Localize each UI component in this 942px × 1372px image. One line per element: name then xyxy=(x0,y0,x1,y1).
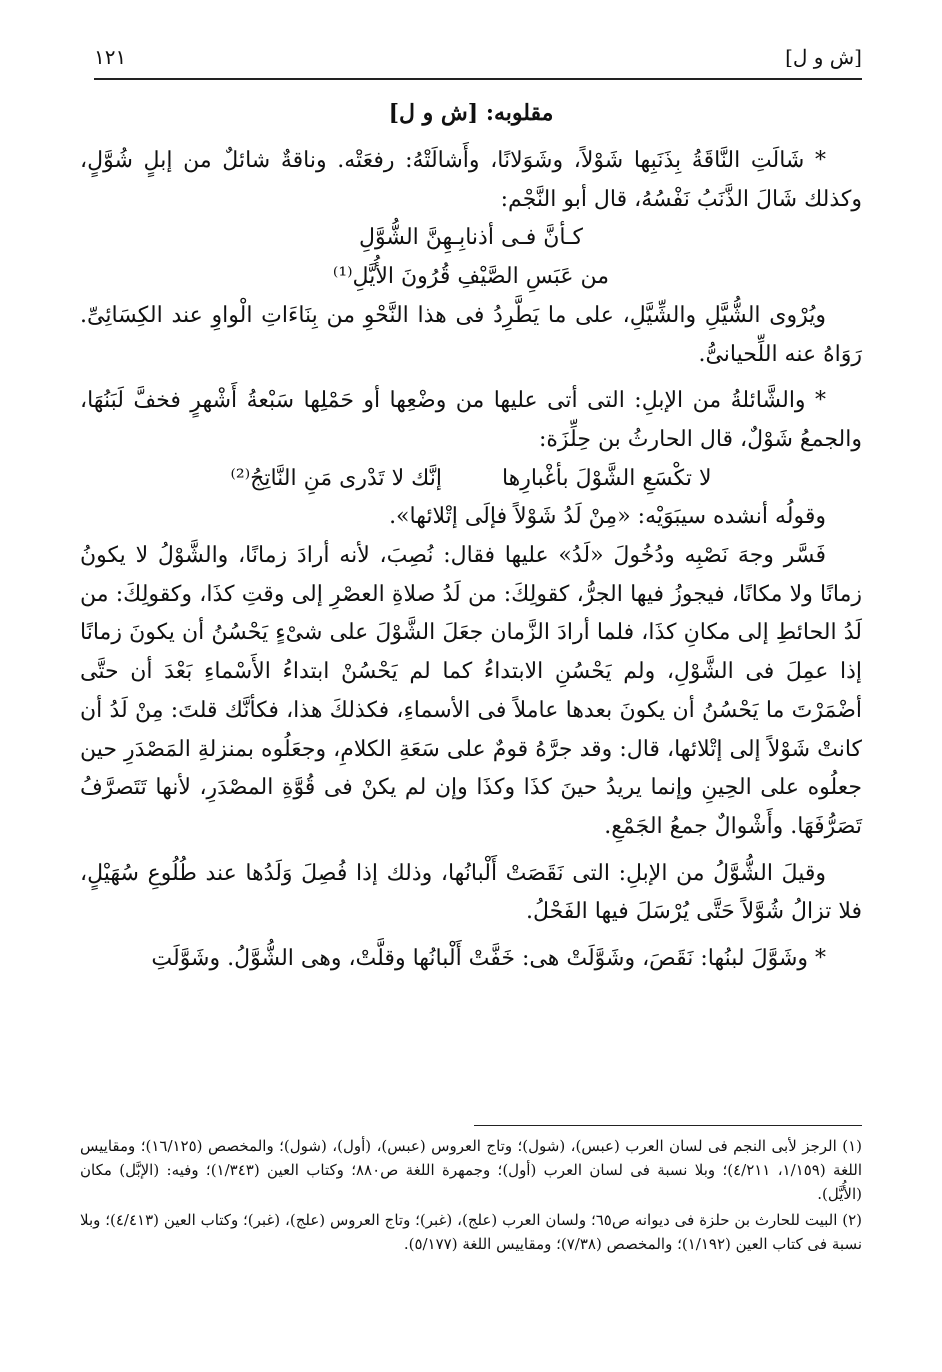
header-divider xyxy=(94,78,862,80)
paragraph: وقولُه أنشده سيبَوَيْه: «مِنْ لَدُ شَوْلاً فإلَى إتْلائها». xyxy=(389,504,826,530)
paragraph: * شَالَتِ النَّاقَةُ بِذَنَبِها شَوْلاً، وشَوَلانًا، وأَشالَتْهُ: رفعَتْه. وناقةٌ شائلٌ من إبلٍ شُوَّلٍ، وكذلك شَالَ الذَّنَبُ نَفْسُهُ، قال أبو النَّجْم: xyxy=(80,148,862,212)
footnote-divider xyxy=(474,1125,862,1126)
page-header xyxy=(94,40,862,74)
paragraph: * وشَوَّلَ لبنُها: نَقَصَ، وشَوَّلَتْ هى: خَفَّتْ أَلْبانُها وقلَّتْ، وهى الشُّوَّلُ. وشَوَّلَتِ xyxy=(151,946,826,972)
paragraph: وقيلَ الشُّوَّلُ من الإبلِ: التى نَقَصَتْ أَلْبانُها، وذلك إذا فُصِلَ وَلَدُها عند طُلُوعِ سُهَيْلٍ، فلا تزالُ شُوَّلاً حَتَّى يُرْسَلَ فيها الفَحْلُ. xyxy=(80,860,862,925)
verse-line: كـأنَّ فـى أذنابِـهِنَّ الشُّوَّلِ xyxy=(358,225,584,251)
page-number: ١٢١ xyxy=(94,45,127,69)
footnote: (١) الرجز لأبى النجم فى لسان العرب (عبس)، (شول)؛ وتاج العروس (عبس)، (أول)، (شول)؛ والمخصص (١٦/١٢٥)؛ ومقاييس اللغة (١/١٥٩، ٤/٢١١)؛ وبلا نسبة فى لسان العرب (أول)؛ وجمهرة اللغة ص٨٨٠؛ وكتاب العين (١/٣٤٣)؛ وفيه: (الإبَّل) مكان (الأُيَّل). xyxy=(80,1137,863,1203)
section-heading: مقلوبه: [ش و ل] xyxy=(388,100,554,126)
paragraph: فَسَّر وجهَ نَصْبِه ودُخُولَ «لَدُ» عليها فقال: نُصِبَ، لأنه أرادَ زمانًا، والشَّوْلُ لا يكونُ زمانًا ولا مكانًا، فيجوزُ فيها الجرُّ، كقولِكَ: من لَدُ صلاةِ العصْرِ إلى وقتِ كذَا، وكقولِكَ: من لَدُ الحائطِ إلى مكانِ كذَا، فلما أرادَ الزَّمان جعَلَ الشَّوْلَ على شىْءٍ يَحْسُنُ أن يكونَ زمانًا إذا عمِلَ فى الشَّوْلِ، ولم يَحْسُنِ الابتداءُ كما لم يَحْسُنْ ابتداءُ الأَسْماءِ بَعْدَ أن حتَّى أضْمَرْتَ ما يَحْسُنُ أن يكونَ بعدها عاملاً فى الأسماءِ، فكذلكَ هذا، فكأنَّك قلتَ: مِنْ لَدُ أن كانتْ شَوْلاً إلى إتْلائها، قال: وقد جرَّهُ قومٌ على سَعَةِ الكلامِ، وجعَلُوه بمنزلةِ المَصْدَرِ حين جعلُوه على الحِينِ وإنما يريدُ حينَ كذَا وكذَا وإن لم يكنْ فى قُوَّةِ المصْدَرِ، لأنها تَتَصرَّفُ تَصَرُّفَهَا. وأَشْوالٌ جمعُ الجَمْعِ. xyxy=(80,543,862,839)
root-label: [ش و ل] xyxy=(785,45,862,69)
paragraph: ويُرْوى الشُّيَّلِ والشِّيَّلِ، على ما يَطَّرِدُ فى هذا النَّحْوِ من بِنَاءَاتِ الْواوِ عند الكِسَائِىِّ. رَوَاهُ عنه اللِّحيانىُّ. xyxy=(80,302,862,367)
paragraph: * والشَّائلةُ من الإبلِ: التى أتى عليها من وضْعِها أو حَمْلِها سَبْعةُ أَشْهرٍ فخفَّ لَبَنُهَا، والجمعُ شَوْلٌ، قال الحارثُ بن حِلِّزَة: xyxy=(80,388,862,452)
footnote: (٢) البيت للحارث بن حلزة فى ديوانه ص٦٥؛ ولسان العرب (علج)، (غبر)؛ وتاج العروس (علج)، (غبر)؛ وكتاب العين (٤/٤١٣)؛ وبلا نسبة فى كتاب العين (١/١٩٢)؛ والمخصص (٧/٣٨)؛ ومقاييس اللغة (٥/١٧٧). xyxy=(80,1211,862,1253)
footnotes xyxy=(80,1134,862,1256)
verse-line: من عَبَسِ الصَّيْفِ قُرُونَ الأُيَّلِ⁽¹⁾ xyxy=(332,264,610,290)
verse-hemistich-left: إنَّك لا تَدْرى مَنِ النَّاتِجُ⁽²⁾ xyxy=(230,465,442,491)
verse-hemistich-right: لا تكْسَعِ الشَّوْلَ بأغْبارِها xyxy=(501,465,712,491)
verse-couplet xyxy=(80,460,862,499)
verse-block xyxy=(80,219,862,296)
main-text xyxy=(80,142,862,979)
